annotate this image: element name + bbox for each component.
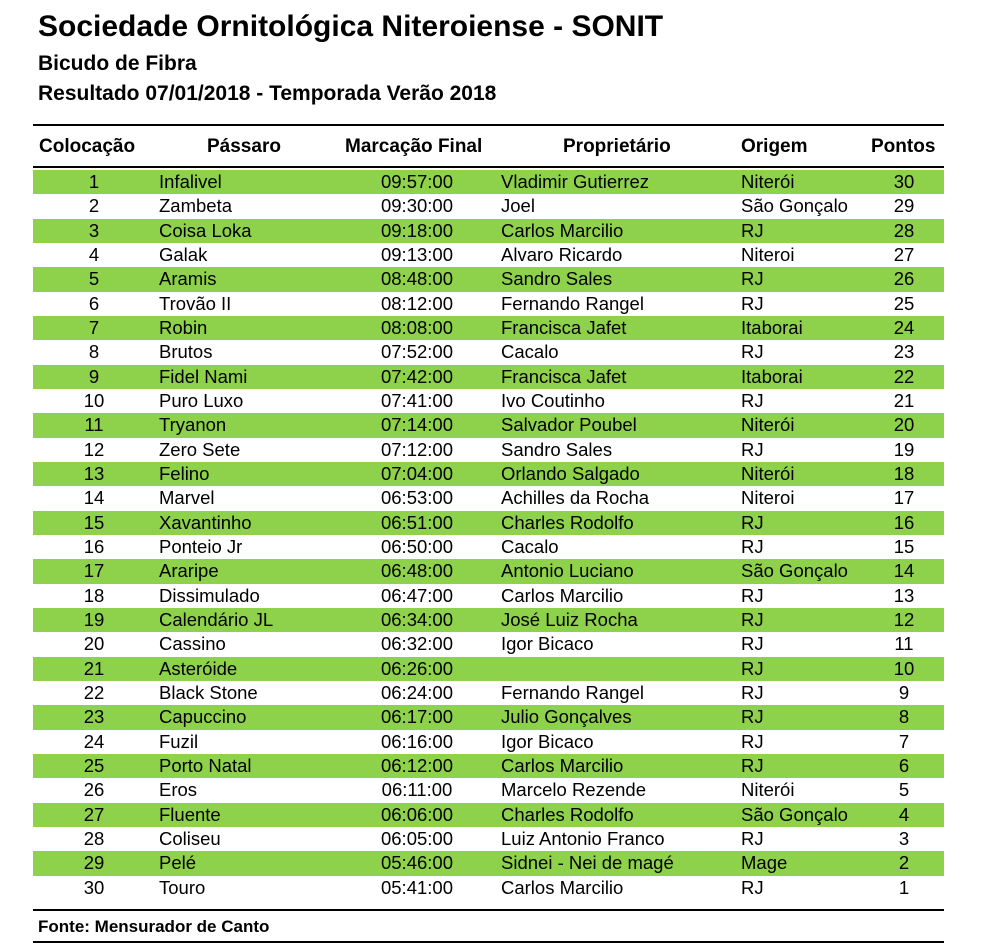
table-row bbox=[33, 316, 944, 340]
cell-proprietario: Carlos Marcilio bbox=[501, 219, 624, 241]
cell-origem: São Gonçalo bbox=[741, 195, 848, 217]
cell-passaro: Infalivel bbox=[159, 171, 222, 192]
table-row bbox=[33, 170, 944, 194]
cell-passaro: Coliseu bbox=[159, 827, 221, 849]
cell-proprietario: Carlos Marcilio bbox=[501, 876, 624, 898]
cell-marcacao: 07:12:00 bbox=[380, 438, 453, 460]
cell-colocacao: 3 bbox=[88, 219, 100, 241]
cell-colocacao: 30 bbox=[83, 876, 105, 898]
cell-marcacao: 06:17:00 bbox=[380, 706, 453, 728]
cell-colocacao: 23 bbox=[83, 706, 105, 728]
cell-colocacao: 11 bbox=[84, 414, 104, 436]
cell-marcacao: 05:46:00 bbox=[380, 852, 453, 874]
cell-marcacao: 07:41:00 bbox=[380, 389, 453, 411]
cell-colocacao: 13 bbox=[83, 462, 105, 484]
cell-marcacao: 06:48:00 bbox=[380, 560, 453, 582]
cell-proprietario: Igor Bicaco bbox=[501, 730, 594, 752]
cell-pontos: 27 bbox=[893, 243, 915, 265]
cell-pontos: 24 bbox=[893, 316, 915, 338]
cell-origem: RJ bbox=[741, 584, 764, 606]
cell-passaro: Porto Natal bbox=[159, 754, 252, 776]
table-row bbox=[33, 778, 944, 802]
cell-colocacao: 9 bbox=[88, 365, 100, 387]
bottom-rule bbox=[33, 909, 944, 911]
table-row bbox=[33, 486, 944, 510]
cell-marcacao: 06:53:00 bbox=[380, 487, 453, 509]
cell-origem: RJ bbox=[741, 389, 764, 411]
cell-marcacao: 06:32:00 bbox=[380, 633, 453, 655]
cell-pontos: 6 bbox=[898, 754, 910, 776]
cell-marcacao: 07:52:00 bbox=[380, 341, 453, 363]
cell-marcacao: 07:42:00 bbox=[380, 365, 453, 387]
cell-passaro: Dissimulado bbox=[159, 584, 260, 606]
table-row bbox=[33, 243, 944, 267]
cell-pontos: 21 bbox=[893, 389, 915, 411]
cell-passaro: Tryanon bbox=[159, 414, 227, 436]
cell-colocacao: 7 bbox=[88, 316, 100, 338]
cell-origem: RJ bbox=[741, 608, 764, 630]
cell-pontos: 8 bbox=[898, 706, 910, 728]
cell-origem: Niteroi bbox=[741, 243, 795, 265]
header-proprietario: Proprietário bbox=[563, 136, 671, 157]
cell-passaro: Pelé bbox=[159, 852, 197, 874]
cell-passaro: Black Stone bbox=[159, 681, 258, 703]
cell-origem: RJ bbox=[741, 706, 764, 728]
cell-marcacao: 06:26:00 bbox=[380, 657, 453, 679]
table-row bbox=[33, 413, 944, 437]
cell-passaro: Robin bbox=[159, 316, 208, 338]
cell-passaro: Brutos bbox=[159, 341, 213, 363]
cell-origem: RJ bbox=[741, 535, 764, 557]
cell-passaro: Puro Luxo bbox=[159, 389, 244, 411]
table-row bbox=[33, 657, 944, 681]
cell-marcacao: 06:11:00 bbox=[381, 779, 453, 801]
cell-proprietario: Orlando Salgado bbox=[501, 462, 640, 484]
cell-proprietario: José Luiz Rocha bbox=[501, 608, 638, 630]
cell-origem: Mage bbox=[741, 852, 788, 874]
header-rule bbox=[33, 166, 944, 168]
table-row bbox=[33, 340, 944, 364]
cell-pontos: 17 bbox=[893, 487, 915, 509]
cell-pontos: 19 bbox=[893, 438, 915, 460]
cell-colocacao: 8 bbox=[88, 341, 100, 363]
cell-origem: Niterói bbox=[741, 171, 795, 192]
table-row bbox=[33, 365, 944, 389]
cell-passaro: Calendário JL bbox=[159, 608, 274, 630]
cell-marcacao: 06:50:00 bbox=[380, 535, 453, 557]
cell-colocacao: 10 bbox=[83, 389, 105, 411]
cell-origem: Niterói bbox=[741, 779, 795, 801]
table-row bbox=[33, 267, 944, 291]
table-row bbox=[33, 827, 944, 851]
cell-pontos: 25 bbox=[893, 292, 915, 314]
cell-passaro: Cassino bbox=[159, 633, 226, 655]
cell-proprietario: Achilles da Rocha bbox=[501, 487, 650, 509]
cell-marcacao: 08:08:00 bbox=[380, 316, 453, 338]
table-header bbox=[33, 136, 944, 162]
header-passaro: Pássaro bbox=[207, 136, 281, 157]
table-row bbox=[33, 219, 944, 243]
cell-proprietario: Sidnei - Nei de magé bbox=[501, 852, 674, 874]
cell-origem: Itaborai bbox=[741, 365, 803, 387]
cell-marcacao: 06:51:00 bbox=[380, 511, 453, 533]
cell-marcacao: 09:57:00 bbox=[380, 171, 453, 192]
cell-proprietario: Charles Rodolfo bbox=[501, 511, 634, 533]
cell-passaro: Galak bbox=[159, 243, 208, 265]
footer-rule bbox=[33, 941, 944, 943]
cell-pontos: 4 bbox=[898, 803, 910, 825]
cell-passaro: Trovão II bbox=[159, 292, 232, 314]
cell-proprietario: Luiz Antonio Franco bbox=[501, 827, 665, 849]
cell-proprietario: Cacalo bbox=[501, 341, 559, 363]
header-colocacao: Colocação bbox=[39, 136, 136, 157]
table-row bbox=[33, 584, 944, 608]
cell-colocacao: 17 bbox=[83, 560, 105, 582]
cell-origem: RJ bbox=[741, 219, 764, 241]
cell-proprietario: Francisca Jafet bbox=[501, 316, 627, 338]
cell-pontos: 14 bbox=[893, 560, 915, 582]
cell-passaro: Aramis bbox=[159, 268, 217, 290]
cell-marcacao: 06:06:00 bbox=[380, 803, 453, 825]
cell-colocacao: 4 bbox=[88, 243, 100, 265]
cell-passaro: Asteróide bbox=[159, 657, 238, 679]
cell-pontos: 30 bbox=[893, 171, 915, 192]
cell-origem: Niterói bbox=[741, 462, 795, 484]
cell-origem: RJ bbox=[741, 827, 764, 849]
source-note: Fonte: Mensurador de Canto bbox=[38, 917, 270, 936]
cell-colocacao: 22 bbox=[83, 681, 105, 703]
cell-colocacao: 1 bbox=[88, 171, 100, 192]
cell-proprietario: Vladimir Gutierrez bbox=[501, 171, 650, 192]
cell-marcacao: 06:47:00 bbox=[380, 584, 453, 606]
cell-colocacao: 6 bbox=[88, 292, 100, 314]
header-pontos: Pontos bbox=[871, 136, 936, 157]
cell-proprietario: Francisca Jafet bbox=[501, 365, 627, 387]
cell-origem: RJ bbox=[741, 341, 764, 363]
cell-passaro: Fluente bbox=[159, 803, 221, 825]
table-row bbox=[33, 535, 944, 559]
table-row bbox=[33, 389, 944, 413]
cell-passaro: Xavantinho bbox=[159, 511, 252, 533]
cell-origem: Itaborai bbox=[741, 316, 803, 338]
cell-marcacao: 09:13:00 bbox=[380, 243, 453, 265]
cell-proprietario: Fernando Rangel bbox=[501, 292, 644, 314]
cell-pontos: 7 bbox=[898, 730, 910, 752]
table-row bbox=[33, 754, 944, 778]
cell-pontos: 10 bbox=[893, 657, 915, 679]
cell-marcacao: 06:05:00 bbox=[380, 827, 453, 849]
cell-colocacao: 20 bbox=[83, 633, 105, 655]
cell-pontos: 23 bbox=[893, 341, 915, 363]
cell-colocacao: 14 bbox=[83, 487, 105, 509]
cell-colocacao: 12 bbox=[83, 438, 105, 460]
cell-pontos: 26 bbox=[893, 268, 915, 290]
cell-proprietario: Marcelo Rezende bbox=[501, 779, 646, 801]
cell-colocacao: 27 bbox=[83, 803, 105, 825]
cell-origem: RJ bbox=[741, 681, 764, 703]
cell-proprietario: Fernando Rangel bbox=[501, 681, 644, 703]
table-row bbox=[33, 730, 944, 754]
table-row bbox=[33, 292, 944, 316]
cell-origem: RJ bbox=[741, 657, 764, 679]
cell-colocacao: 26 bbox=[83, 779, 105, 801]
cell-colocacao: 16 bbox=[83, 535, 105, 557]
cell-origem: RJ bbox=[741, 876, 764, 898]
cell-passaro: Felino bbox=[159, 462, 210, 484]
cell-passaro: Zambeta bbox=[159, 195, 233, 217]
cell-origem: RJ bbox=[741, 511, 764, 533]
page-title: Sociedade Ornitológica Niteroiense - SONIT bbox=[38, 10, 664, 43]
cell-colocacao: 18 bbox=[83, 584, 105, 606]
cell-proprietario: Salvador Poubel bbox=[501, 414, 637, 436]
cell-proprietario: Antonio Luciano bbox=[501, 560, 634, 582]
cell-colocacao: 15 bbox=[83, 511, 105, 533]
cell-passaro: Capuccino bbox=[159, 706, 247, 728]
cell-origem: RJ bbox=[741, 292, 764, 314]
cell-pontos: 29 bbox=[893, 195, 915, 217]
cell-passaro: Fuzil bbox=[159, 730, 199, 752]
cell-pontos: 22 bbox=[893, 365, 915, 387]
cell-colocacao: 2 bbox=[88, 195, 100, 217]
cell-pontos: 1 bbox=[898, 876, 910, 898]
cell-pontos: 20 bbox=[893, 414, 915, 436]
cell-marcacao: 05:41:00 bbox=[380, 876, 453, 898]
cell-marcacao: 06:34:00 bbox=[380, 608, 453, 630]
cell-origem: RJ bbox=[741, 730, 764, 752]
cell-origem: Niteroi bbox=[741, 487, 795, 509]
cell-proprietario: Cacalo bbox=[501, 535, 559, 557]
cell-origem: RJ bbox=[741, 633, 764, 655]
table-row bbox=[33, 632, 944, 656]
cell-colocacao: 29 bbox=[83, 852, 105, 874]
cell-proprietario: Carlos Marcilio bbox=[501, 754, 624, 776]
table-row bbox=[33, 438, 944, 462]
cell-marcacao: 08:12:00 bbox=[380, 292, 453, 314]
cell-marcacao: 09:30:00 bbox=[380, 195, 453, 217]
cell-pontos: 5 bbox=[898, 779, 910, 801]
table-row bbox=[33, 559, 944, 583]
cell-passaro: Eros bbox=[159, 779, 198, 801]
cell-proprietario: Julio Gonçalves bbox=[501, 706, 632, 728]
cell-marcacao: 06:24:00 bbox=[380, 681, 453, 703]
cell-passaro: Zero Sete bbox=[159, 438, 241, 460]
cell-pontos: 28 bbox=[893, 219, 915, 241]
table-row bbox=[33, 851, 944, 875]
cell-pontos: 13 bbox=[893, 584, 915, 606]
cell-proprietario: Charles Rodolfo bbox=[501, 803, 634, 825]
cell-passaro: Fidel Nami bbox=[159, 365, 248, 387]
table-row bbox=[33, 511, 944, 535]
table-row bbox=[33, 462, 944, 486]
table-row bbox=[33, 681, 944, 705]
table-row bbox=[33, 803, 944, 827]
cell-proprietario: Sandro Sales bbox=[501, 438, 613, 460]
cell-marcacao: 07:14:00 bbox=[380, 414, 453, 436]
table-row bbox=[33, 608, 944, 632]
table-row bbox=[33, 876, 944, 900]
results-table bbox=[33, 170, 944, 900]
result-line: Resultado 07/01/2018 - Temporada Verão 2018 bbox=[38, 82, 497, 105]
cell-passaro: Marvel bbox=[159, 487, 215, 509]
top-rule bbox=[33, 124, 944, 126]
cell-proprietario: Igor Bicaco bbox=[501, 633, 594, 655]
cell-pontos: 2 bbox=[898, 852, 910, 874]
cell-origem: São Gonçalo bbox=[741, 560, 848, 582]
cell-pontos: 9 bbox=[898, 681, 910, 703]
cell-pontos: 3 bbox=[898, 827, 910, 849]
table-row bbox=[33, 705, 944, 729]
cell-marcacao: 08:48:00 bbox=[380, 268, 453, 290]
cell-marcacao: 07:04:00 bbox=[380, 462, 453, 484]
cell-origem: RJ bbox=[741, 754, 764, 776]
cell-colocacao: 21 bbox=[83, 657, 105, 679]
cell-pontos: 18 bbox=[893, 462, 915, 484]
cell-proprietario: Joel bbox=[501, 195, 535, 217]
cell-passaro: Araripe bbox=[159, 560, 219, 582]
cell-pontos: 15 bbox=[893, 535, 915, 557]
cell-origem: São Gonçalo bbox=[741, 803, 848, 825]
cell-marcacao: 06:12:00 bbox=[380, 754, 453, 776]
cell-marcacao: 06:16:00 bbox=[380, 730, 453, 752]
cell-passaro: Coisa Loka bbox=[159, 219, 252, 241]
cell-passaro: Touro bbox=[159, 876, 206, 898]
cell-pontos: 11 bbox=[894, 633, 914, 655]
cell-colocacao: 25 bbox=[83, 754, 105, 776]
cell-proprietario: Carlos Marcilio bbox=[501, 584, 624, 606]
cell-passaro: Ponteio Jr bbox=[159, 535, 243, 557]
cell-origem: RJ bbox=[741, 268, 764, 290]
header-marcacao-final: Marcação Final bbox=[345, 136, 483, 157]
header-origem: Origem bbox=[741, 136, 808, 157]
table-row bbox=[33, 194, 944, 218]
cell-origem: RJ bbox=[741, 438, 764, 460]
cell-colocacao: 28 bbox=[83, 827, 105, 849]
cell-colocacao: 24 bbox=[83, 730, 105, 752]
cell-marcacao: 09:18:00 bbox=[380, 219, 453, 241]
cell-pontos: 16 bbox=[893, 511, 915, 533]
page-subtitle: Bicudo de Fibra bbox=[38, 52, 197, 75]
cell-proprietario: Ivo Coutinho bbox=[501, 389, 605, 411]
cell-pontos: 12 bbox=[893, 608, 915, 630]
cell-colocacao: 5 bbox=[88, 268, 100, 290]
cell-origem: Niterói bbox=[741, 414, 795, 436]
cell-colocacao: 19 bbox=[83, 608, 105, 630]
cell-proprietario: Sandro Sales bbox=[501, 268, 613, 290]
cell-proprietario: Alvaro Ricardo bbox=[501, 243, 623, 265]
